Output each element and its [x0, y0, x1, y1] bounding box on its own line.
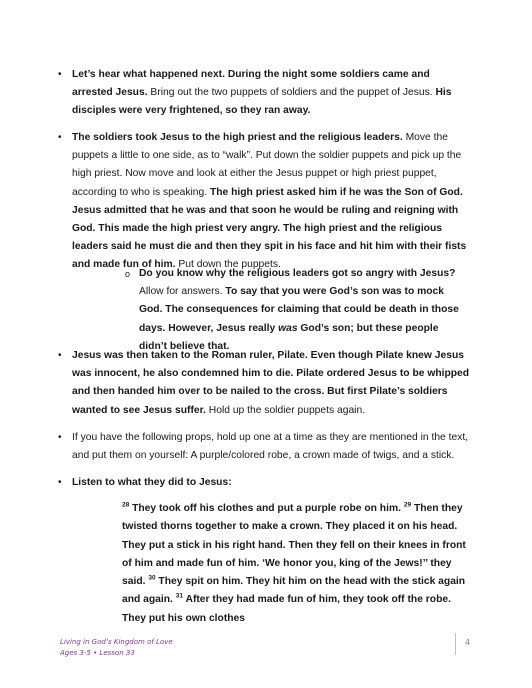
- verse-number: 29: [403, 501, 412, 509]
- text-run: Hold up the soldier puppets again.: [205, 404, 366, 416]
- item-text: [72, 477, 232, 488]
- scripture-quote: [122, 500, 472, 628]
- footer-divider: [455, 633, 456, 655]
- footer-title: [60, 637, 173, 659]
- bullet-icon: •: [58, 477, 62, 488]
- page-number: 4: [465, 638, 471, 647]
- bullet-icon: •: [58, 350, 62, 361]
- footer-series: Living in God’s Kingdom of Love: [60, 638, 173, 646]
- bullet-icon: •: [58, 69, 62, 80]
- text-run: His disciples were very frightened, so they ran away.: [72, 87, 452, 117]
- text-run: If you have the following props, hold up one at a time as they are mentioned in the text, and put them on yourself: A purple/colored robe, a crown made of twigs, and a stick.: [72, 432, 469, 462]
- sub-bullet-item-question: [125, 265, 469, 356]
- bullet-item-arrest: [58, 66, 470, 121]
- item-text: [72, 350, 469, 416]
- verse-number: 28: [122, 501, 130, 509]
- item-text: [72, 132, 466, 270]
- text-run: Bring out the two puppets of soldiers and the puppet of Jesus.: [147, 87, 436, 99]
- footer-lesson: Ages 3-5 • Lesson 33: [60, 649, 135, 657]
- text-run: Allow for answers.: [139, 286, 226, 298]
- text-run: Listen to what they did to Jesus:: [72, 477, 232, 488]
- circle-bullet-icon: o: [125, 269, 131, 279]
- scripture-text: [122, 503, 466, 624]
- verse-text: Then they twisted thorns together to make a crown. They placed it on his head. They put a stick in his right hand. Then they fell on their knees in front of him and made fun of him. ‘We honor you, king of the Jews!’’ they said.: [122, 503, 466, 588]
- text-run: Do you know why the religious leaders got so angry with Jesus?: [139, 268, 456, 279]
- text-run: The soldiers took Jesus to the high priest and the religious leaders.: [72, 132, 403, 143]
- bullet-item-high-priest: [58, 129, 470, 275]
- text-run: The high priest asked him if he was the Son of God. Jesus admitted that he was and that soon he would be ruling and reigning with God. This made the high priest very angry. The high priest and the religious leaders said he must die and then they spit in his face and hit him with their fists and made fun of him.: [72, 186, 467, 271]
- verse-number: 31: [175, 593, 184, 601]
- bullet-item-listen: [58, 474, 470, 492]
- text-run: Put down the puppets.: [175, 259, 281, 271]
- text-run: Jesus was then taken to the Roman ruler, Pilate. Even though Pilate knew Jesus was innocent, he also condemned him to die. Pilate ordered Jesus to be whipped and then handed him over to be nailed to the cross. But first Pilate’s soldiers wanted to see Jesus suffer.: [72, 350, 470, 416]
- item-text: [72, 69, 452, 116]
- verse-number: 30: [148, 574, 156, 582]
- text-run: To say that you were God’s son was to mock God. The consequences for claiming that could be death in those days. However, Jesus really: [139, 286, 459, 334]
- bullet-icon: •: [58, 132, 62, 143]
- text-run: Let’s hear what happened next. During the night some soldiers came and arrested Jesus.: [72, 69, 430, 99]
- item-text: [139, 268, 459, 352]
- verse-text: They spit on him. They hit him on the head with the stick again and again.: [122, 576, 466, 606]
- bullet-item-props: [58, 429, 470, 465]
- item-text: [72, 432, 468, 461]
- verse-text: After they had made fun of him, they took off the robe. They put his own clothes: [122, 594, 451, 624]
- bullet-icon: •: [58, 432, 62, 443]
- text-run: God’s son; but these people didn’t believe that.: [139, 322, 439, 352]
- verse-text: They took off his clothes and put a purple robe on him.: [129, 503, 404, 514]
- bullet-item-pilate: [58, 347, 470, 420]
- text-run: was: [278, 322, 298, 334]
- text-run: Move the puppets a little to one side, as to “walk”. Put down the soldier puppets and pick up the high priest. Now move and look at either the Jesus puppet or high priest puppet, according to who is speaking.: [72, 132, 462, 198]
